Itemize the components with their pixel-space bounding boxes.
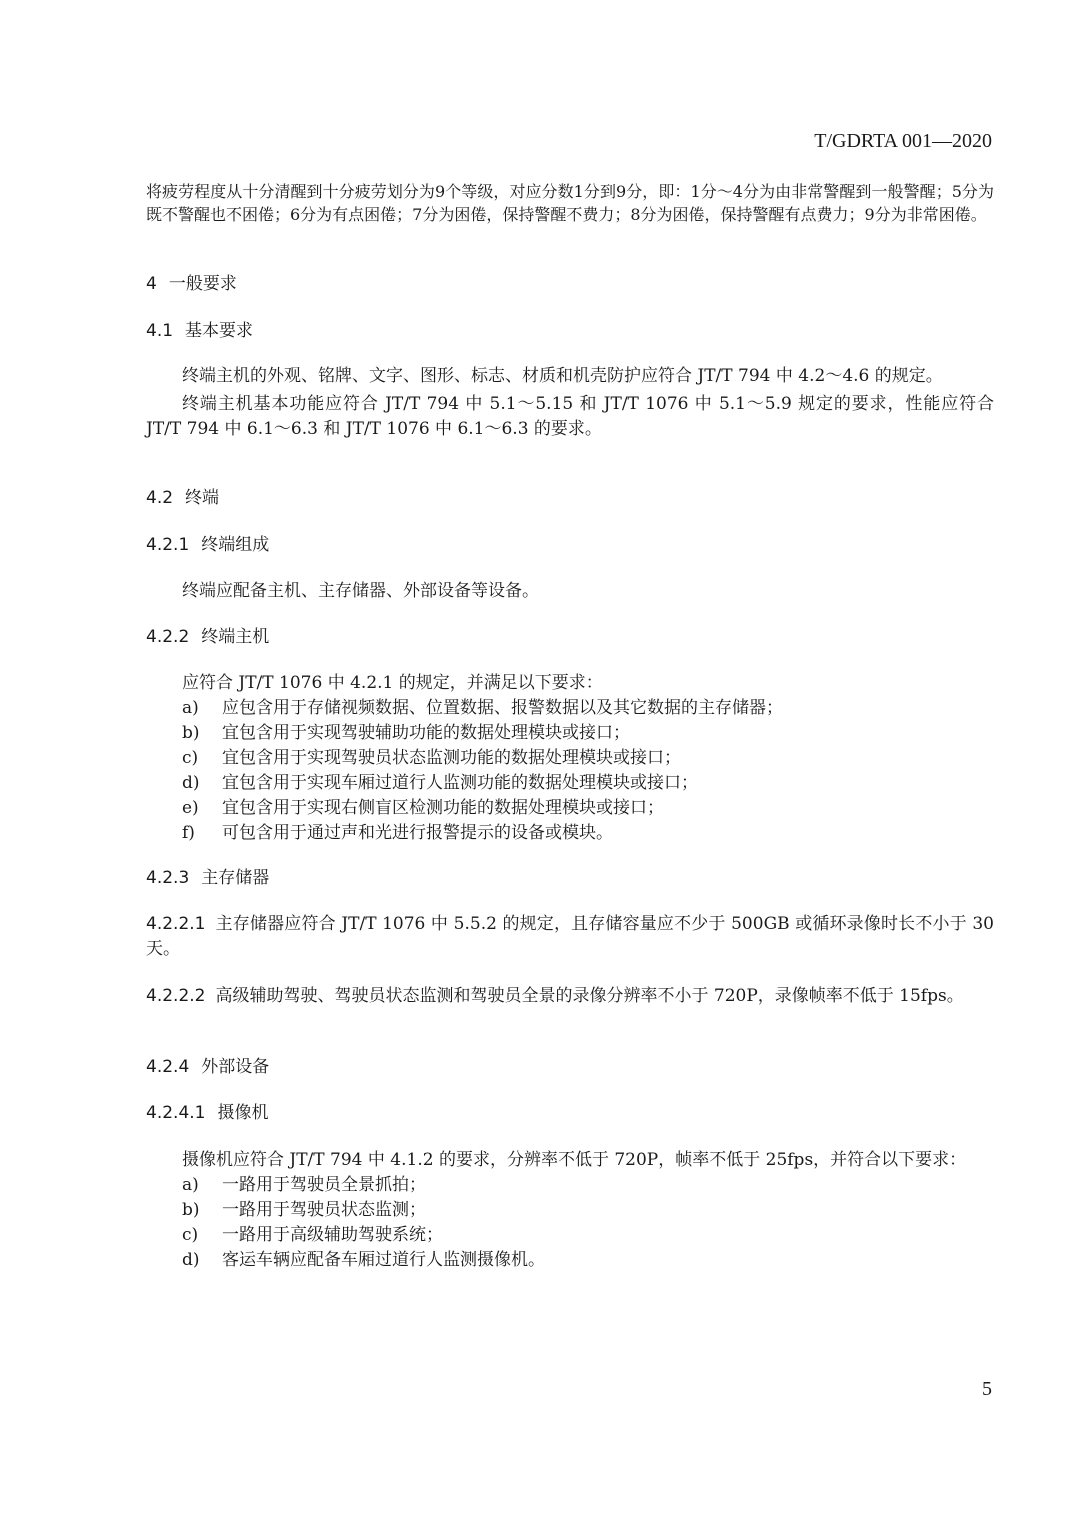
section-heading: 4.2.4 外部设备 xyxy=(146,1057,270,1077)
paragraph: 终端主机基本功能应符合 JT/T 794 中 5.1～5.15 和 JT/T 1076 中 5.1～5.9 规定的要求，性能应符合 JT/T 794 中 6.1～6.3 和 JT/T 1076 中 6.1～6.3 的要求。 xyxy=(146,394,994,439)
paragraph: 应符合 JT/T 1076 中 4.2.1 的规定，并满足以下要求： xyxy=(182,673,603,693)
section-heading: 4.2.1 终端组成 xyxy=(146,535,270,555)
section-heading: 4.2.4.1 摄像机 xyxy=(146,1103,269,1123)
section-4-2-1 xyxy=(146,533,994,558)
section-4-2-1-body xyxy=(146,579,994,604)
list-item: c) 一路用于高级辅助驾驶系统； xyxy=(182,1225,443,1245)
list-item: f) 可包含用于通过声和光进行报警提示的设备或模块。 xyxy=(182,823,613,843)
section-4-2-4-1-body xyxy=(146,1148,994,1273)
section-4 xyxy=(146,272,994,297)
section-4-2 xyxy=(146,486,994,511)
section-4-2-2 xyxy=(146,625,994,650)
page-body xyxy=(146,180,994,226)
list-item: a) 一路用于驾驶员全景抓拍； xyxy=(182,1175,426,1195)
list-item: e) 宜包含用于实现右侧盲区检测功能的数据处理模块或接口； xyxy=(182,798,664,818)
list-item: a) 应包含用于存储视频数据、位置数据、报警数据以及其它数据的主存储器； xyxy=(182,698,783,718)
list-item: d) 宜包含用于实现车厢过道行人监测功能的数据处理模块或接口； xyxy=(182,773,698,793)
document-number: T/GDRTA 001—2020 xyxy=(814,130,992,152)
list-item: d) 客运车辆应配备车厢过道行人监测摄像机。 xyxy=(182,1250,545,1270)
section-4-2-4-1 xyxy=(146,1101,994,1126)
section-4-1 xyxy=(146,319,994,344)
clause-paragraph: 4.2.2.1 主存储器应符合 JT/T 1076 中 5.5.2 的规定，且存储容量应不少于 500GB 或循环录像时长不小于 30 天。 xyxy=(146,914,994,959)
section-heading: 4 一般要求 xyxy=(146,274,237,294)
list-item: c) 宜包含用于实现驾驶员状态监测功能的数据处理模块或接口； xyxy=(182,748,681,768)
page-number: 5 xyxy=(982,1378,992,1400)
section-heading: 4.2 终端 xyxy=(146,488,220,508)
section-heading: 4.2.2 终端主机 xyxy=(146,627,270,647)
section-heading: 4.1 基本要求 xyxy=(146,321,254,341)
intro-paragraph: 将疲劳程度从十分清醒到十分疲劳划分为9个等级，对应分数1分到9分，即：1分～4分为由非常警醒到一般警醒；5分为既不警醒也不困倦；6分为有点困倦；7分为困倦，保持警醒不费力；8分为困倦，保持警醒有点费力；9分为非常困倦。 xyxy=(146,182,994,224)
section-4-2-4 xyxy=(146,1055,994,1080)
paragraph: 终端应配备主机、主存储器、外部设备等设备。 xyxy=(182,581,539,601)
section-4-2-2-body xyxy=(146,671,994,846)
list-item: b) 宜包含用于实现驾驶辅助功能的数据处理模块或接口； xyxy=(182,723,630,743)
section-4-2-3-body xyxy=(146,912,994,1009)
list-item: b) 一路用于驾驶员状态监测； xyxy=(182,1200,426,1220)
section-4-2-3 xyxy=(146,866,994,891)
paragraph: 摄像机应符合 JT/T 794 中 4.1.2 的要求，分辨率不低于 720P，帧率不低于 25fps，并符合以下要求： xyxy=(182,1150,967,1170)
clause-paragraph: 4.2.2.2 高级辅助驾驶、驾驶员状态监测和驾驶员全景的录像分辨率不小于 720P，录像帧率不低于 15fps。 xyxy=(146,986,964,1006)
section-4-1-body xyxy=(146,364,994,442)
paragraph: 终端主机的外观、铭牌、文字、图形、标志、材质和机壳防护应符合 JT/T 794 中 4.2～4.6 的规定。 xyxy=(182,366,943,386)
section-heading: 4.2.3 主存储器 xyxy=(146,868,270,888)
